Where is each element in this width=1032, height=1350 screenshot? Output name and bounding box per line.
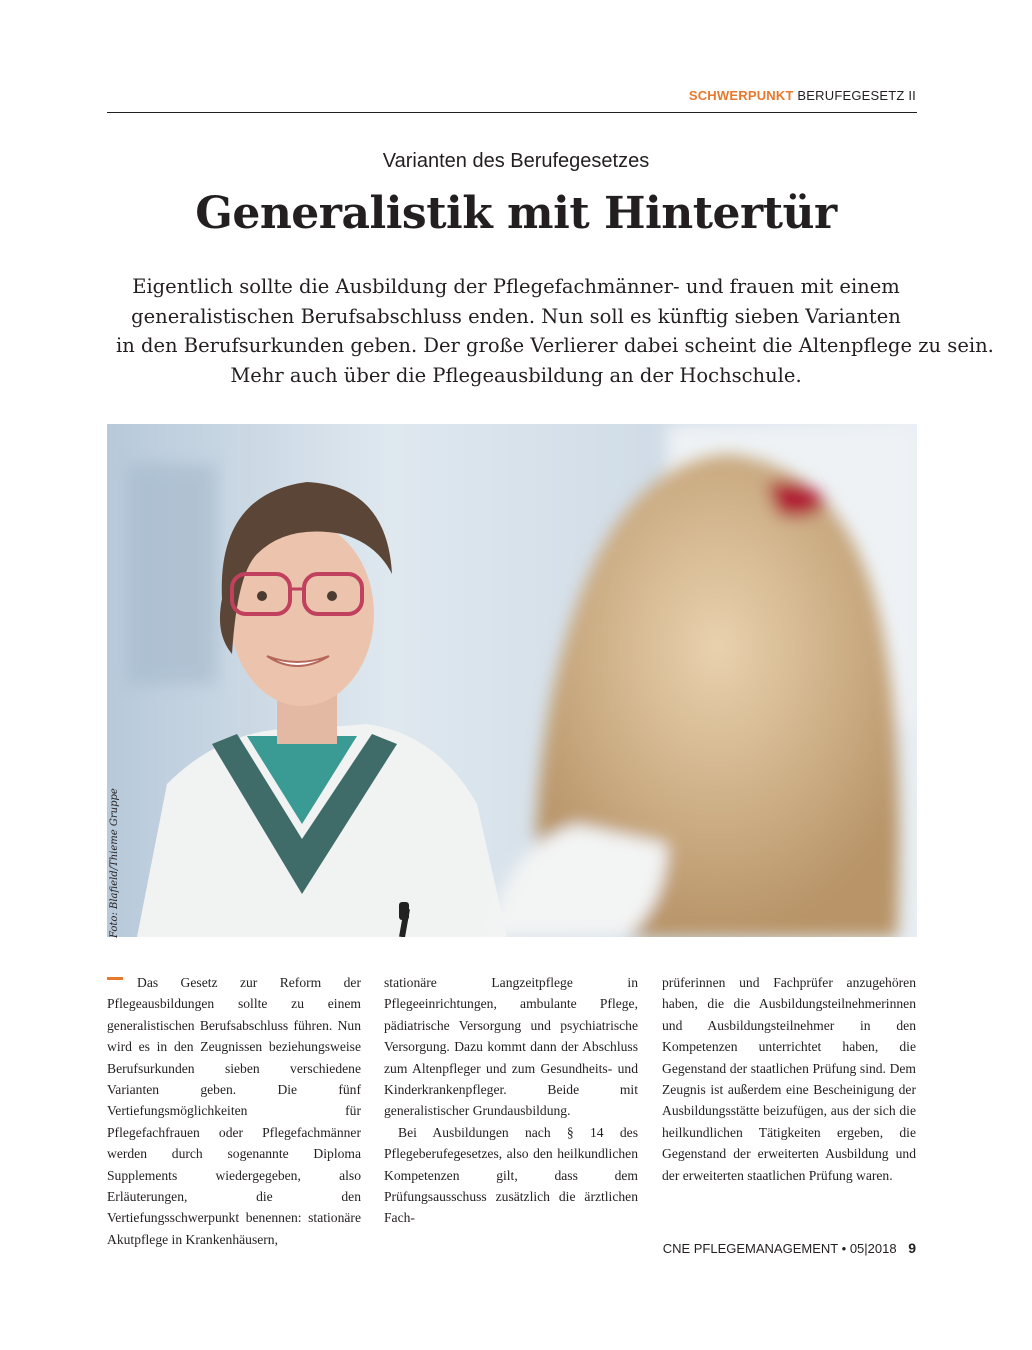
orange-dash-icon <box>107 977 123 980</box>
paragraph <box>107 972 361 1250</box>
paragraph: prüferinnen und Fachprüfer anzugehören haben, die die Ausbildungsteilnehmerinnen und Ausbildungsteilnehmer in den Kompetenzen unterrichtet haben, die Gegenstand der staatlichen Prüfung sind. Dem Zeugnis ist außerdem eine Bescheinigung der Ausbildungsstätte beizufügen, aus der sich die heilkundlichen Tätigkeiten ergeben, die Gegenstand der erweiterten Ausbildung und der erweiterten staatlichen Prüfung waren. <box>662 975 916 1183</box>
lead-line: Mehr auch über die Pflegeausbildung an der Hochschule. <box>230 363 802 387</box>
topic-label: BERUFEGESETZ II <box>797 88 916 103</box>
text-column-2 <box>384 972 638 1229</box>
publication-name: CNE PFLEGEMANAGEMENT <box>662 1241 838 1256</box>
issue-number: 05|2018 <box>849 1241 897 1256</box>
photo-credit-text: Foto: Blafield/Thieme Gruppe <box>109 788 120 938</box>
paragraph-text: Das Gesetz zur Reform der Pflegeausbildungen sollte zu einem generalistischen Berufsabschluss führen. Nun wird es in den Zeugnissen beziehungsweise Berufsurkunden sieben verschiedene Varianten geben. Die fünf Vertiefungsmöglichkeiten für Pflegefachfrauen oder Pflegefachmänner werden durch sogenannte Diploma Supplements wiedergegeben, also Erläuterungen, die den Vertiefungsschwerpunkt benennen: stationäre Akutpflege in Krankenhäusern, <box>107 975 361 1247</box>
article-photo <box>107 424 917 937</box>
article-lead <box>116 272 994 390</box>
paragraph: stationäre Langzeitpflege in Pflegeeinrichtungen, ambulante Pflege, pädiatrische Versorgung und psychiatrische Versorgung. Dazu kommt dann der Abschluss zum Altenpfleger und zum Gesundheits- und Kinderkrankenpfleger. Beide mit generalistischer Grundausbildung. <box>384 975 638 1119</box>
photo-credit <box>108 790 122 938</box>
page-number: 9 <box>908 1240 916 1256</box>
article-kicker: Varianten des Berufegesetzes <box>382 150 650 172</box>
text-column-3 <box>662 972 916 1186</box>
nurses-photo-illustration <box>107 424 917 937</box>
section-label: SCHWERPUNKT <box>688 88 794 103</box>
page-footer <box>663 1240 916 1256</box>
running-head <box>689 88 916 103</box>
lead-line: generalistischen Berufsabschluss enden. Nun soll es künftig sieben Varianten <box>131 304 901 328</box>
text-column-1 <box>107 972 361 1250</box>
header-rule <box>107 112 917 113</box>
article-title: Generalistik mit Hintertür <box>195 188 837 239</box>
lead-line: Eigentlich sollte die Ausbildung der Pflegefachmänner- und frauen mit einem <box>132 275 900 298</box>
lead-line: in den Berufsurkunden geben. Der große Verlierer dabei scheint die Altenpflege zu sein. <box>116 334 994 357</box>
footer-separator: • <box>841 1241 847 1256</box>
paragraph: Bei Ausbildungen nach § 14 des Pflegeberufegesetzes, also den heilkundlichen Kompetenzen gilt, dass dem Prüfungsausschuss zusätzlich die ärztlichen Fach- <box>384 1124 638 1226</box>
